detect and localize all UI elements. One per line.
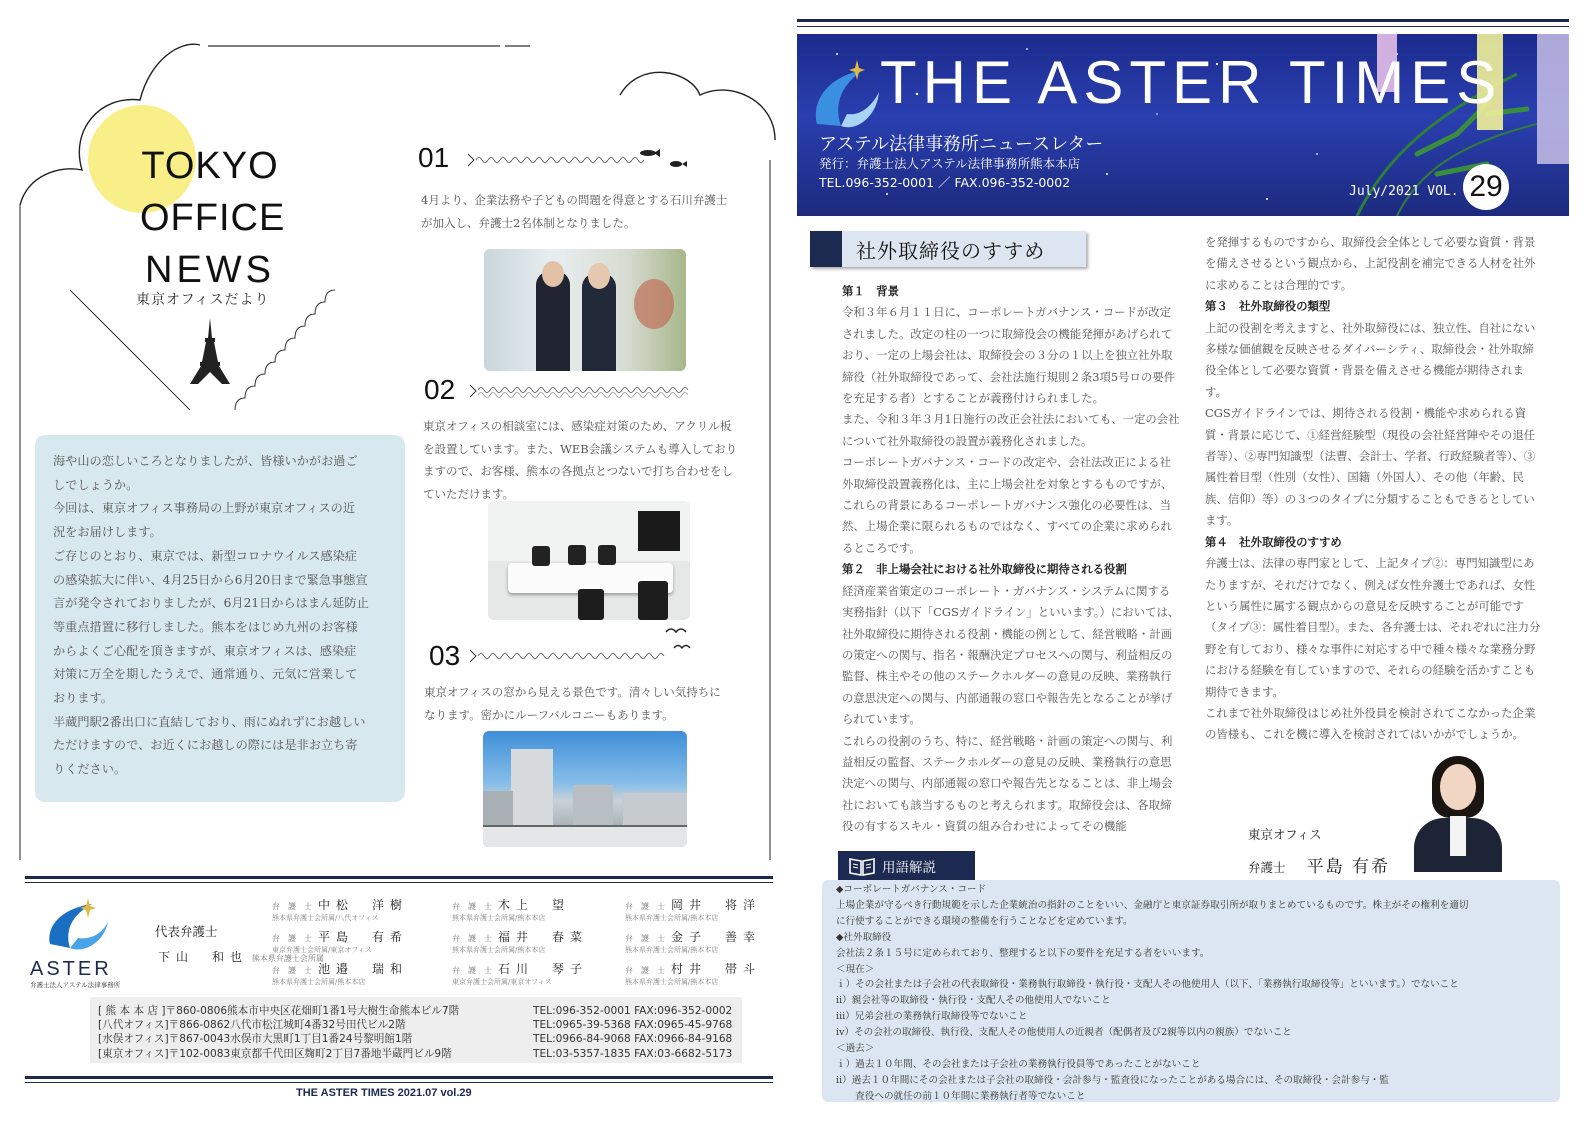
header-rule: [797, 19, 1569, 22]
lawyer-name: 岡井 将洋: [671, 898, 762, 912]
intro-line: おります。: [53, 691, 113, 706]
aster-logo-icon: [811, 58, 881, 134]
meeting-room-photo: [488, 501, 690, 620]
lawyer-affiliation: 熊本県弁護士会所属/熊本本店: [625, 914, 719, 922]
intro-line: からよくご心配を頂きますが、東京オフィスは、感染症: [53, 643, 357, 658]
glossary-line: ＜現在＞: [836, 963, 875, 975]
article-paragraph: CGSガイドラインでは、期待される役割・機能や求められる資質・背景に応じて、①経営経験型（現役の会社経営陣やその退任者等）、②専門知識型（法曹、会計士、学者、行政経験者等）、③属性着目型（性別（女性）、国籍（外国人）、その他（年齢、民族、信仰）等）の３つのタイプに分類することもできるとしています。: [1205, 406, 1536, 528]
lawyer-name: 石川 琴子: [498, 962, 589, 976]
intro-line: りください。: [53, 762, 127, 777]
article-paragraph: これらの役割のうち、特に、経営戦略・計画の策定への関与、利益相反の監督、ステークホルダーの意見の反映、業務執行の意思決定への関与、内部通報の窓口や報告先となることは、非上場会社においても該当するものと考えられます。取締役会は、各取締役の有するスキル・資質の組み合わせによってその機能: [842, 733, 1173, 834]
office-phone: [533, 1018, 738, 1032]
office-address: [98, 1018, 528, 1032]
glossary-text: [836, 882, 1551, 1105]
intro-line: 半蔵門駅2番出口に直結しており、雨にぬれずにお越しい: [53, 714, 366, 729]
office-phones: [533, 1004, 738, 1061]
item-text: [424, 681, 764, 726]
office-tel: TEL:096-352-0001: [533, 1005, 631, 1017]
intro-line: の感染拡大に伴い、4月25日から6月20日まで緊急事態宣: [53, 572, 368, 587]
lawyer-affiliation: 熊本県弁護士会所属/八代オフィス: [272, 914, 379, 922]
office-address: [98, 1004, 528, 1018]
intro-line: 対策に万全を期したうえで、通常通り、元気に営業して: [53, 667, 358, 682]
lawyer-affiliation: 東京弁護士会所属/東京オフィス: [272, 946, 372, 954]
lawyer-entry: [272, 928, 408, 955]
item-line: ますので、お客様、熊本の各拠点とつないで打ち合わせをし: [423, 464, 734, 478]
article-heading: 第４ 社外取締役のすすめ: [1205, 534, 1342, 549]
office-addr: 〒866-0862八代市松江城町4番32号田代ビル2階: [168, 1019, 406, 1032]
office-phone: [533, 1004, 738, 1018]
lawyer-affiliation: 熊本県弁護士会所属/熊本本店: [452, 914, 546, 922]
masthead-contact: TEL.096-352-0001 ／ FAX.096-352-0002: [819, 175, 1071, 190]
aster-logo-sub: 弁護士法人アステル法律事務所: [30, 981, 121, 989]
glossary-line: に行使することができる環境の整備を行うことなどを定めています。: [836, 915, 1133, 927]
glossary-line: ⅱ）親会社等の取締役・執行役・支配人その他使用人でないこと: [836, 995, 1111, 1007]
office-addr: 〒102-0083東京都千代田区麹町2丁目7番地半蔵門ビル9階: [168, 1047, 452, 1060]
office-fax: FAX:0965-45-9768: [634, 1019, 733, 1032]
office-addr: 〒860-0806熊本市中央区花畑町1番1号大樹生命熊本ビル7階: [165, 1005, 460, 1017]
article-paragraph: 令和３年６月１１日に、コーポレートガバナンス・コードが改定されました。改定の柱の一つに取締役会の機能発揮があげられており、一定の上場会社は、取締役会の３分の１以上を独立社外取締役（社外取締役であって、会社法施行規則２条3項5号ロの要件を充足する者）とすることが義務付けられました。: [842, 305, 1176, 406]
intro-line: 海や山の恋しいころとなりましたが、皆様いかがお過ご: [53, 454, 358, 468]
masthead-publisher: 発行：弁護士法人アステル法律事務所熊本本店: [819, 156, 1081, 171]
lawyer-role: 弁 護 士: [452, 934, 492, 943]
glossary-line: ◆コーポレートガバナンス・コード: [836, 884, 987, 895]
glossary-line: 上場企業が守るべき行動規範を示した企業統治の指針のことをいい、金融庁と東京証券取引所が取りまとめているものです。株主がその権利を適切: [836, 899, 1469, 911]
lawyers-photo: [484, 249, 686, 371]
author-portrait: [1412, 752, 1504, 872]
article-paragraph: を発揮するものですから、取締役会全体として必要な資質・背景を備えさせるという観点から、上記役割を補完できる人材を社外に求めることは合理的です。: [1205, 235, 1536, 292]
article-heading: 第２ 非上場会社における社外取締役に期待される役割: [842, 562, 1127, 577]
glossary-tab: [838, 851, 975, 880]
masthead-title: THE ASTER TIMES: [880, 49, 1503, 116]
item-line: 東京オフィスの相談室には、感染症対策のため、アクリル板: [423, 419, 732, 433]
glossary-line: ⅳ）その会社の取締役、執行役、支配人その他使用人の近親者（配偶者及び2親等以内の親族）でないこと: [836, 1027, 1292, 1039]
glossary-line: ｉ）その会社または子会社の代表取締役・業務執行取締役・執行役・支配人その他使用人（以下、「業務執行取締役等」といいます。）でないこと: [836, 979, 1459, 991]
title-line: TOKYO: [141, 145, 279, 187]
office-tel: TEL:03-5357-1835: [533, 1047, 631, 1060]
wave-line-decoration: [470, 620, 702, 670]
office-tel: TEL:0966-84-9068: [533, 1033, 631, 1046]
footer-rule: [25, 876, 773, 879]
lawyer-affiliation: 東京弁護士会所属/東京オフィス: [452, 978, 552, 986]
office-addresses: [98, 1004, 528, 1061]
aster-logo-word: ASTER: [30, 958, 112, 980]
article-column-2: [1205, 232, 1545, 746]
wave-line-decoration: [468, 148, 698, 172]
intro-text: [53, 450, 388, 782]
author-name: 平島 有希: [1306, 857, 1391, 877]
item-text: [423, 415, 763, 505]
issue-footer: THE ASTER TIMES 2021.07 vol.29: [296, 1087, 472, 1099]
item-number: 01: [418, 142, 450, 173]
glossary-line: 査役への就任の前１０年間に業務執行者等でないこと: [836, 1090, 1086, 1102]
office-label: [水俣オフィス]: [98, 1033, 169, 1046]
lawyer-role: 弁 護 士: [452, 966, 492, 975]
intro-line: 況をお届けします。: [53, 525, 162, 540]
office-label: [ 熊 本 本 店 ]: [98, 1005, 166, 1017]
office-tel: TEL:0965-39-5368: [533, 1019, 631, 1032]
office-addr: 〒867-0043水俣市大黒町1丁目1番24号黎明館1階: [168, 1033, 413, 1046]
article-column-1: [842, 281, 1180, 838]
header-rule: [797, 26, 1569, 27]
lawyer-role: 弁 護 士: [272, 902, 312, 911]
lawyer-affiliation: 熊本県弁護士会所属/熊本本店: [272, 978, 366, 986]
tokyo-office-news-title: [140, 140, 286, 296]
lawyer-role: 弁 護 士: [272, 966, 312, 975]
lawyer-name: 中松 洋樹: [318, 898, 409, 912]
office-fax: FAX:03-6682-5173: [634, 1047, 733, 1060]
footer-rule: [25, 1076, 773, 1079]
lawyer-affiliation: 熊本県弁護士会所属/熊本本店: [625, 978, 719, 986]
article-heading: 第３ 社外取締役の類型: [1205, 299, 1331, 314]
article-paragraph: 上記の役割を考えますと、社外取締役には、独立性、自社にない多様な価値観を反映させるダイバーシティ、取締役会・社外取締役全体として必要な資質・背景を備えさせる機能が期待されます。: [1205, 320, 1536, 399]
item-line: 4月より、企業法務や子どもの問題を得意とする石川弁護士: [421, 193, 728, 207]
item-number: 02: [424, 374, 456, 405]
office-address: [98, 1047, 528, 1061]
author-role: 弁護士: [1248, 860, 1286, 875]
article-paragraph: 弁護士は、法律の専門家として、上記タイプ②：専門知識型にあたりますが、それだけでなく、例えば女性弁護士であれば、女性という属性に属する観点からの意見を反映することが可能です（タイプ③：属性着目型）。また、各弁護士は、それぞれに注力分野を有しており、様々な事件に対応する中で種々様々な業務分野における経験を有していますので、それらの経験を活かすことも期待できます。: [1205, 556, 1541, 699]
lawyer-role: 弁 護 士: [625, 934, 665, 943]
glossary-line: ＜過去＞: [836, 1043, 875, 1055]
tokyo-office-subtitle: 東京オフィスだより: [136, 292, 270, 308]
lawyer-name: 平島 有希: [318, 930, 409, 944]
glossary-tab-label: 用語解説: [882, 860, 936, 876]
aster-logo-icon: [44, 894, 114, 958]
intro-line: 等重点措置に移行しました。熊本をはじめ九州のお客様: [53, 619, 358, 634]
lawyer-name: 木上 望: [498, 898, 571, 912]
lawyer-name: 下山 和也: [158, 950, 249, 964]
lawyer-role: 弁 護 士: [625, 966, 665, 975]
title-line: OFFICE: [140, 197, 286, 239]
lawyer-role: 弁 護 士: [272, 934, 312, 943]
item-line: ていただけます。: [423, 486, 515, 501]
office-phone: [533, 1032, 738, 1046]
lawyer-affiliation: 熊本県弁護士会所属/熊本本店: [625, 946, 719, 954]
office-fax: FAX:0966-84-9168: [634, 1033, 733, 1046]
article-paragraph: また、令和３年３月1日施行の改正会社法においても、一定の会社について社外取締役の設置が義務化されました。: [842, 412, 1180, 448]
lawyer-name: 池邉 瑞和: [318, 962, 409, 976]
article-paragraph: これまで社外取締役はじめ社外役員を検討されてこなかった企業の皆様も、これを機に導入を検討されてはいかがでしょうか。: [1205, 705, 1536, 742]
masthead-subtitle: アステル法律事務所ニュースレター: [819, 134, 1104, 155]
lawyer-affiliation: 熊本県弁護士会所属/熊本本店: [452, 946, 546, 954]
office-phone: [533, 1047, 738, 1061]
footer-rule: [25, 1082, 773, 1083]
lawyer-entry: [272, 896, 408, 923]
author-office: 東京オフィス: [1248, 827, 1322, 842]
office-fax: FAX:096-352-0002: [634, 1005, 733, 1017]
window-view-photo: [483, 731, 687, 847]
lawyer-name: 村井 帯斗: [671, 962, 762, 976]
item-line: 東京オフィスの窓から見える景色です。清々しい気持ちに: [424, 685, 721, 699]
lawyer-entry: [625, 960, 761, 987]
lawyer-affiliation: 熊本県弁護士会所属: [251, 954, 324, 963]
glossary-line: ⅱ）過去１０年間にその会社または子会社の取締役・会計参与・監査役になったことがある場合には、その取締役・会計参与・監: [836, 1074, 1389, 1086]
lawyer-entry: [625, 928, 761, 955]
lawyer-name: 金子 善幸: [671, 930, 762, 944]
lawyer-name: 福井 春菜: [498, 930, 589, 944]
item-line: なります。密かにルーフバルコニーもあります。: [424, 707, 674, 722]
article-paragraph: コーポレートガバナンス・コードの改定や、会社法改正による社外取締役設置義務化は、主に上場会社を対象とするものですが、これらの背景にあるコーポレートガバナンス強化の必要性は、当然、上場企業に限られるものではなく、すべての企業に求められるところです。: [842, 455, 1173, 555]
lawyer-entry: [452, 928, 588, 955]
lawyer-entry: [625, 896, 761, 923]
article-paragraph: 経済産業省策定のコーポレート・ガバナンス・システムに関する実務指針（以下「CGSガイドライン」といいます。）においては、社外取締役に期待される役割・機能の例として、経営戦略・計画の策定への関与、指名・報酬決定プロセスへの関与、利益相反の監督、株主やその他のステークホルダーの意見の反映、業務執行の意思決定への関与、内部通報の窓口や報告先となることが挙げられています。: [842, 583, 1180, 727]
masthead-date: July/2021 VOL.: [1349, 184, 1459, 199]
representative-label: 代表弁護士: [155, 924, 218, 939]
lawyer-entry: [272, 960, 408, 987]
office-label: [八代オフィス]: [98, 1019, 169, 1032]
lawyer-entry: [452, 896, 570, 923]
office-address: [98, 1032, 528, 1046]
lawyer-entry: [452, 960, 588, 987]
title-line: NEWS: [145, 249, 275, 291]
wave-line-decoration: [470, 382, 702, 402]
glossary-line: ｉ）過去１０年間、その会社または子会社の業務執行役員等であったことがないこと: [836, 1058, 1201, 1070]
office-label: [東京オフィス]: [98, 1047, 169, 1060]
lawyer-role: 弁 護 士: [625, 902, 665, 911]
section-title: 社外取締役のすすめ: [856, 239, 1046, 263]
glossary-line: ◆社外取締役: [836, 931, 892, 943]
intro-line: 今回は、東京オフィス事務局の上野が東京オフィスの近: [53, 501, 356, 516]
footer-rule: [25, 882, 773, 883]
intro-line: ただけますので、お近くにお越しの際には是非お立ち寄: [53, 738, 358, 753]
book-icon: [848, 856, 876, 876]
item-line: が加入し、弁護士2名体制となりました。: [421, 215, 636, 230]
intro-line: ご存じのとおり、東京では、新型コロナウイルス感染症: [53, 548, 357, 563]
volume-badge: 29: [1463, 164, 1509, 210]
item-text: [421, 189, 761, 234]
intro-line: しでしょうか。: [53, 477, 139, 492]
glossary-line: ⅲ）兄弟会社の業務執行取締役等でないこと: [836, 1011, 1028, 1023]
item-line: を設置しています。また、WEB会議システムも導入しており: [423, 441, 738, 456]
lawyer-role: 弁 護 士: [452, 902, 492, 911]
intro-line: 言が発令されておりましたが、6月21日からはまん延防止: [53, 596, 369, 611]
author-signature: [1248, 852, 1390, 877]
article-heading: 第１ 背景: [842, 284, 899, 298]
tokyo-tower-icon: [188, 318, 232, 384]
section-heading-bar: [810, 231, 842, 267]
glossary-line: 会社法２条１５号に定められており、整理すると以下の要件を充足する者をいいます。: [836, 947, 1210, 959]
item-number: 03: [429, 640, 461, 671]
